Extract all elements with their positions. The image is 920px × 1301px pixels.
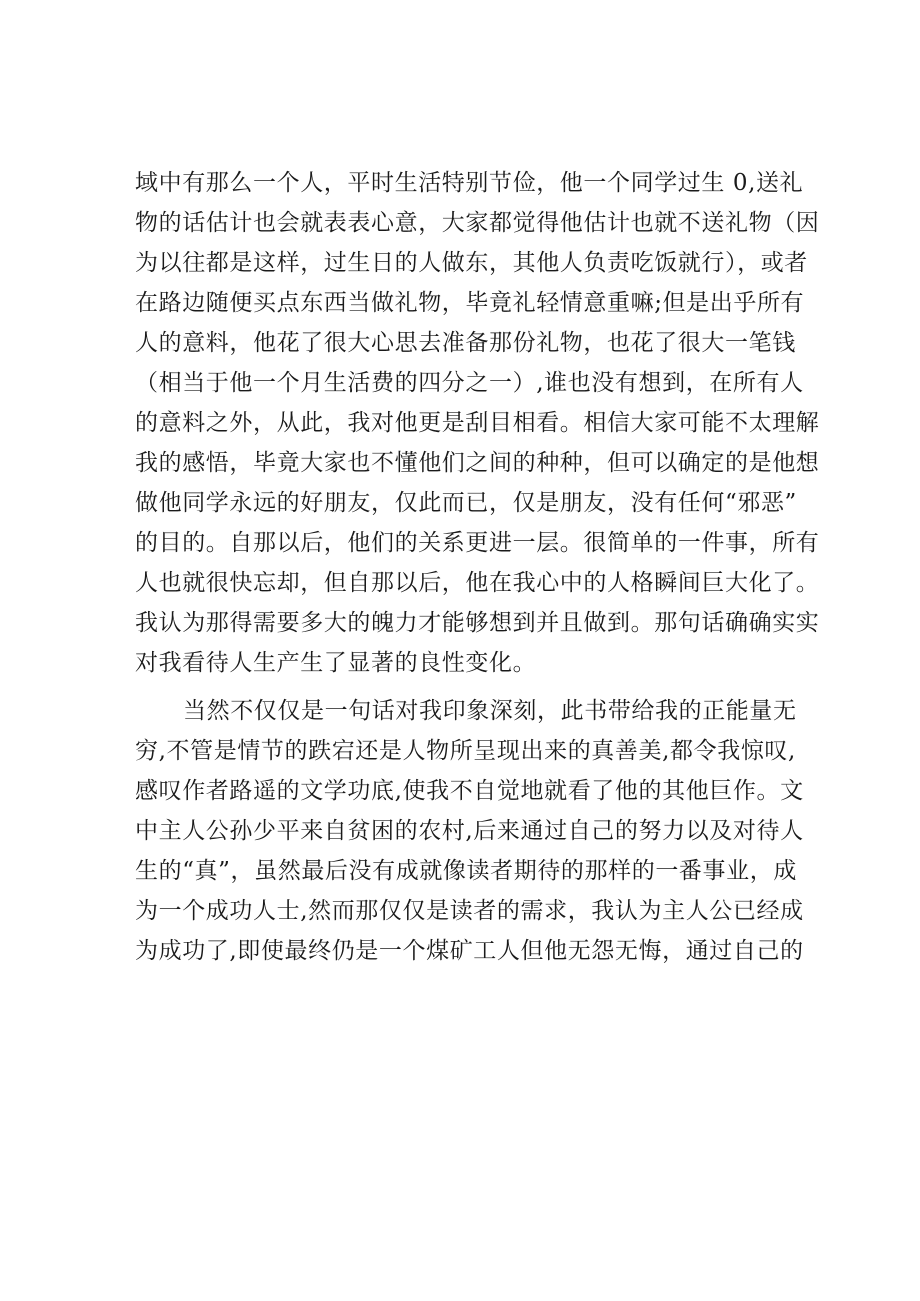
text-line: 为以往都是这样，过生日的人做东，其他人负责吃饭就行），或者 (135, 250, 808, 276)
paragraph-1 (135, 163, 820, 683)
text-line: 在路边随便买点东西当做礼物，毕竟礼轻情意重嘛;但是出乎所有 (135, 290, 805, 316)
text-line: 的意料之外，从此，我对他更是刮目相看。相信大家可能不太理解 (135, 410, 820, 436)
text-line: 物的话估计也会就表表心意，大家都觉得他估计也就不送礼物（因 (135, 210, 820, 236)
text-line: 感叹作者路遥的文学功底,使我不自觉地就看了他的其他巨作。文 (135, 778, 804, 804)
paragraph-2 (135, 691, 815, 971)
paragraph-gap (135, 683, 815, 691)
text-line: 中主人公孙少平来自贫困的农村,后来通过自己的努力以及对待人 (135, 818, 804, 844)
text-line: 的目的。自那以后，他们的关系更进一层。很简单的一件事，所有 (135, 530, 820, 556)
text-line-indented: 当然不仅仅是一句话对我印象深刻，此书带给我的正能量无 (183, 698, 797, 724)
text-line: 人的意料，他花了很大心思去准备那份礼物，也花了很大一笔钱 (135, 330, 796, 356)
body-text (135, 163, 820, 971)
text-line: 做他同学永远的好朋友，仅此而已，仅是朋友，没有任何“邪恶” (135, 490, 797, 516)
text-line: 人也就很快忘却，但自那以后，他在我心中的人格瞬间巨大化了。 (135, 570, 820, 596)
text-line: 我的感悟，毕竟大家也不懂他们之间的种种，但可以确定的是他想 (135, 450, 820, 476)
text-line: 对我看待人生产生了显著的良性变化。 (135, 650, 537, 676)
text-line: 域中有那么一个人，平时生活特别节俭，他一个同学过生 0,送礼 (135, 170, 804, 196)
text-line: 为一个成功人士,然而那仅仅是读者的需求，我认为主人公已经成 (135, 898, 804, 924)
text-line: 为成功了,即使最终仍是一个煤矿工人但他无怨无悔，通过自己的 (135, 938, 804, 964)
text-line: 生的“真”，虽然最后没有成就像读者期待的那样的一番事业，成 (135, 858, 797, 884)
text-line: （相当于他一个月生活费的四分之一）,谁也没有想到，在所有人 (135, 370, 804, 396)
text-line: 我认为那得需要多大的魄力才能够想到并且做到。那句话确确实实 (135, 610, 820, 636)
text-line: 穷,不管是情节的跌宕还是人物所呈现出来的真善美,都令我惊叹, (135, 738, 796, 764)
